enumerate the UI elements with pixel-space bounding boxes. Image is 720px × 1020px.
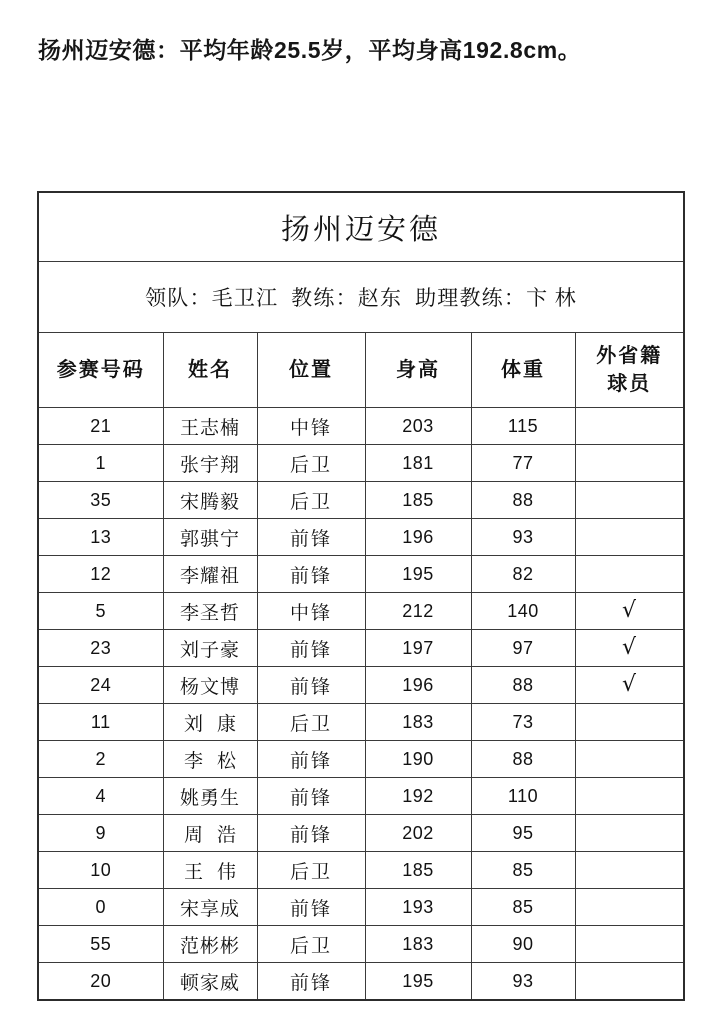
- table-row: [38, 667, 684, 704]
- cell-player-name: 范彬彬: [163, 926, 257, 963]
- staff-cell: [38, 262, 684, 333]
- cell-position: 后卫: [257, 926, 365, 963]
- cell-height: 197: [365, 630, 471, 667]
- cell-player-name: 郭骐宁: [163, 519, 257, 556]
- cell-player-name: 顿家威: [163, 963, 257, 1001]
- cell-jersey-number: 1: [38, 445, 163, 482]
- cell-weight: 88: [471, 482, 575, 519]
- team-title: 扬州迈安德: [38, 192, 684, 262]
- cell-jersey-number: 5: [38, 593, 163, 630]
- cell-position: 后卫: [257, 852, 365, 889]
- cell-out-of-province-mark: [575, 889, 684, 926]
- cell-height: 196: [365, 519, 471, 556]
- cell-player-name: 姚勇生: [163, 778, 257, 815]
- cell-jersey-number: 12: [38, 556, 163, 593]
- cell-player-name: 宋腾毅: [163, 482, 257, 519]
- cell-out-of-province-mark: [575, 445, 684, 482]
- cell-position: 中锋: [257, 408, 365, 445]
- cell-height: 195: [365, 963, 471, 1001]
- roster-table: [37, 191, 685, 1001]
- cell-position: 前锋: [257, 630, 365, 667]
- column-header-height: 身高: [365, 333, 471, 408]
- cell-position: 后卫: [257, 445, 365, 482]
- cell-height: 193: [365, 889, 471, 926]
- player-name-text: 周浩: [183, 824, 250, 846]
- cell-jersey-number: 23: [38, 630, 163, 667]
- cell-height: 196: [365, 667, 471, 704]
- cell-weight: 85: [471, 852, 575, 889]
- cell-weight: 93: [471, 519, 575, 556]
- cell-position: 后卫: [257, 704, 365, 741]
- team-title-row: [38, 192, 684, 262]
- cell-jersey-number: 9: [38, 815, 163, 852]
- cell-weight: 82: [471, 556, 575, 593]
- cell-out-of-province-mark: [575, 741, 684, 778]
- cell-jersey-number: 35: [38, 482, 163, 519]
- team-summary-paragraph: [38, 28, 688, 72]
- cell-position: 前锋: [257, 889, 365, 926]
- roster-table-head: [38, 192, 684, 408]
- column-header-position: 位置: [257, 333, 365, 408]
- cell-out-of-province-mark: [575, 704, 684, 741]
- table-row: [38, 852, 684, 889]
- cell-jersey-number: 55: [38, 926, 163, 963]
- cell-player-name: [163, 852, 257, 889]
- player-name-text: 刘康: [183, 713, 250, 735]
- cell-weight: 115: [471, 408, 575, 445]
- column-header-out-of-province-player: [575, 333, 684, 408]
- cell-weight: 140: [471, 593, 575, 630]
- cell-position: 后卫: [257, 482, 365, 519]
- cell-out-of-province-mark: [575, 926, 684, 963]
- player-name-text: 李松: [183, 750, 250, 772]
- cell-out-of-province-mark: [575, 519, 684, 556]
- cell-jersey-number: 10: [38, 852, 163, 889]
- cell-height: 195: [365, 556, 471, 593]
- table-row: [38, 778, 684, 815]
- cell-out-of-province-mark: [575, 408, 684, 445]
- cell-weight: 97: [471, 630, 575, 667]
- cell-player-name: 刘子豪: [163, 630, 257, 667]
- cell-position: 前锋: [257, 519, 365, 556]
- cell-jersey-number: 2: [38, 741, 163, 778]
- column-header-row: [38, 333, 684, 408]
- cell-out-of-province-mark: [575, 778, 684, 815]
- cell-height: 183: [365, 926, 471, 963]
- cell-out-of-province-mark: [575, 852, 684, 889]
- cell-jersey-number: 24: [38, 667, 163, 704]
- cell-weight: 93: [471, 963, 575, 1001]
- cell-player-name: 王志楠: [163, 408, 257, 445]
- cell-jersey-number: 0: [38, 889, 163, 926]
- cell-weight: 95: [471, 815, 575, 852]
- table-row: [38, 704, 684, 741]
- roster-table-container: [37, 191, 683, 1001]
- cell-jersey-number: 20: [38, 963, 163, 1001]
- cell-position: 前锋: [257, 963, 365, 1001]
- cell-jersey-number: 13: [38, 519, 163, 556]
- cell-player-name: 张宇翔: [163, 445, 257, 482]
- cell-height: 181: [365, 445, 471, 482]
- table-row: [38, 593, 684, 630]
- cell-weight: 110: [471, 778, 575, 815]
- cell-jersey-number: 4: [38, 778, 163, 815]
- cell-player-name: 李耀祖: [163, 556, 257, 593]
- table-row: [38, 408, 684, 445]
- column-header-jersey-number: 参赛号码: [38, 333, 163, 408]
- cell-player-name: 杨文博: [163, 667, 257, 704]
- player-name-text: 王伟: [183, 861, 250, 883]
- cell-height: 203: [365, 408, 471, 445]
- cell-height: 185: [365, 852, 471, 889]
- cell-position: 前锋: [257, 815, 365, 852]
- cell-player-name: [163, 704, 257, 741]
- cell-height: 202: [365, 815, 471, 852]
- cell-weight: 73: [471, 704, 575, 741]
- table-row: [38, 815, 684, 852]
- cell-weight: 88: [471, 741, 575, 778]
- staff-row: [38, 262, 684, 333]
- cell-out-of-province-mark: √: [575, 667, 684, 704]
- table-row: [38, 556, 684, 593]
- column-header-weight: 体重: [471, 333, 575, 408]
- cell-height: 183: [365, 704, 471, 741]
- cell-jersey-number: 21: [38, 408, 163, 445]
- cell-position: 前锋: [257, 667, 365, 704]
- table-row: [38, 519, 684, 556]
- cell-player-name: 李圣哲: [163, 593, 257, 630]
- cell-out-of-province-mark: [575, 482, 684, 519]
- cell-height: 212: [365, 593, 471, 630]
- cell-position: 前锋: [257, 556, 365, 593]
- table-row: [38, 926, 684, 963]
- table-row: [38, 889, 684, 926]
- cell-position: 中锋: [257, 593, 365, 630]
- cell-weight: 90: [471, 926, 575, 963]
- cell-jersey-number: 11: [38, 704, 163, 741]
- cell-height: 192: [365, 778, 471, 815]
- column-header-name: 姓名: [163, 333, 257, 408]
- cell-player-name: 宋享成: [163, 889, 257, 926]
- table-row: [38, 963, 684, 1001]
- cell-out-of-province-mark: √: [575, 630, 684, 667]
- cell-position: 前锋: [257, 741, 365, 778]
- cell-height: 190: [365, 741, 471, 778]
- table-row: [38, 741, 684, 778]
- cell-out-of-province-mark: [575, 815, 684, 852]
- team-summary-text: 扬州迈安德：平均年龄25.5岁，平均身高192.8cm。: [38, 37, 582, 63]
- column-header-line-2: 球员: [607, 373, 652, 395]
- roster-table-body: [38, 408, 684, 1001]
- table-row: [38, 445, 684, 482]
- cell-weight: 77: [471, 445, 575, 482]
- cell-out-of-province-mark: [575, 963, 684, 1001]
- staff-line: 领队：毛卫江 教练：赵东 助理教练：卞 林: [145, 286, 577, 310]
- cell-height: 185: [365, 482, 471, 519]
- cell-out-of-province-mark: [575, 556, 684, 593]
- cell-weight: 85: [471, 889, 575, 926]
- table-row: [38, 482, 684, 519]
- cell-weight: 88: [471, 667, 575, 704]
- cell-position: 前锋: [257, 778, 365, 815]
- column-header-line-1: 外省籍: [596, 345, 663, 367]
- cell-player-name: [163, 815, 257, 852]
- cell-out-of-province-mark: √: [575, 593, 684, 630]
- cell-player-name: [163, 741, 257, 778]
- table-row: [38, 630, 684, 667]
